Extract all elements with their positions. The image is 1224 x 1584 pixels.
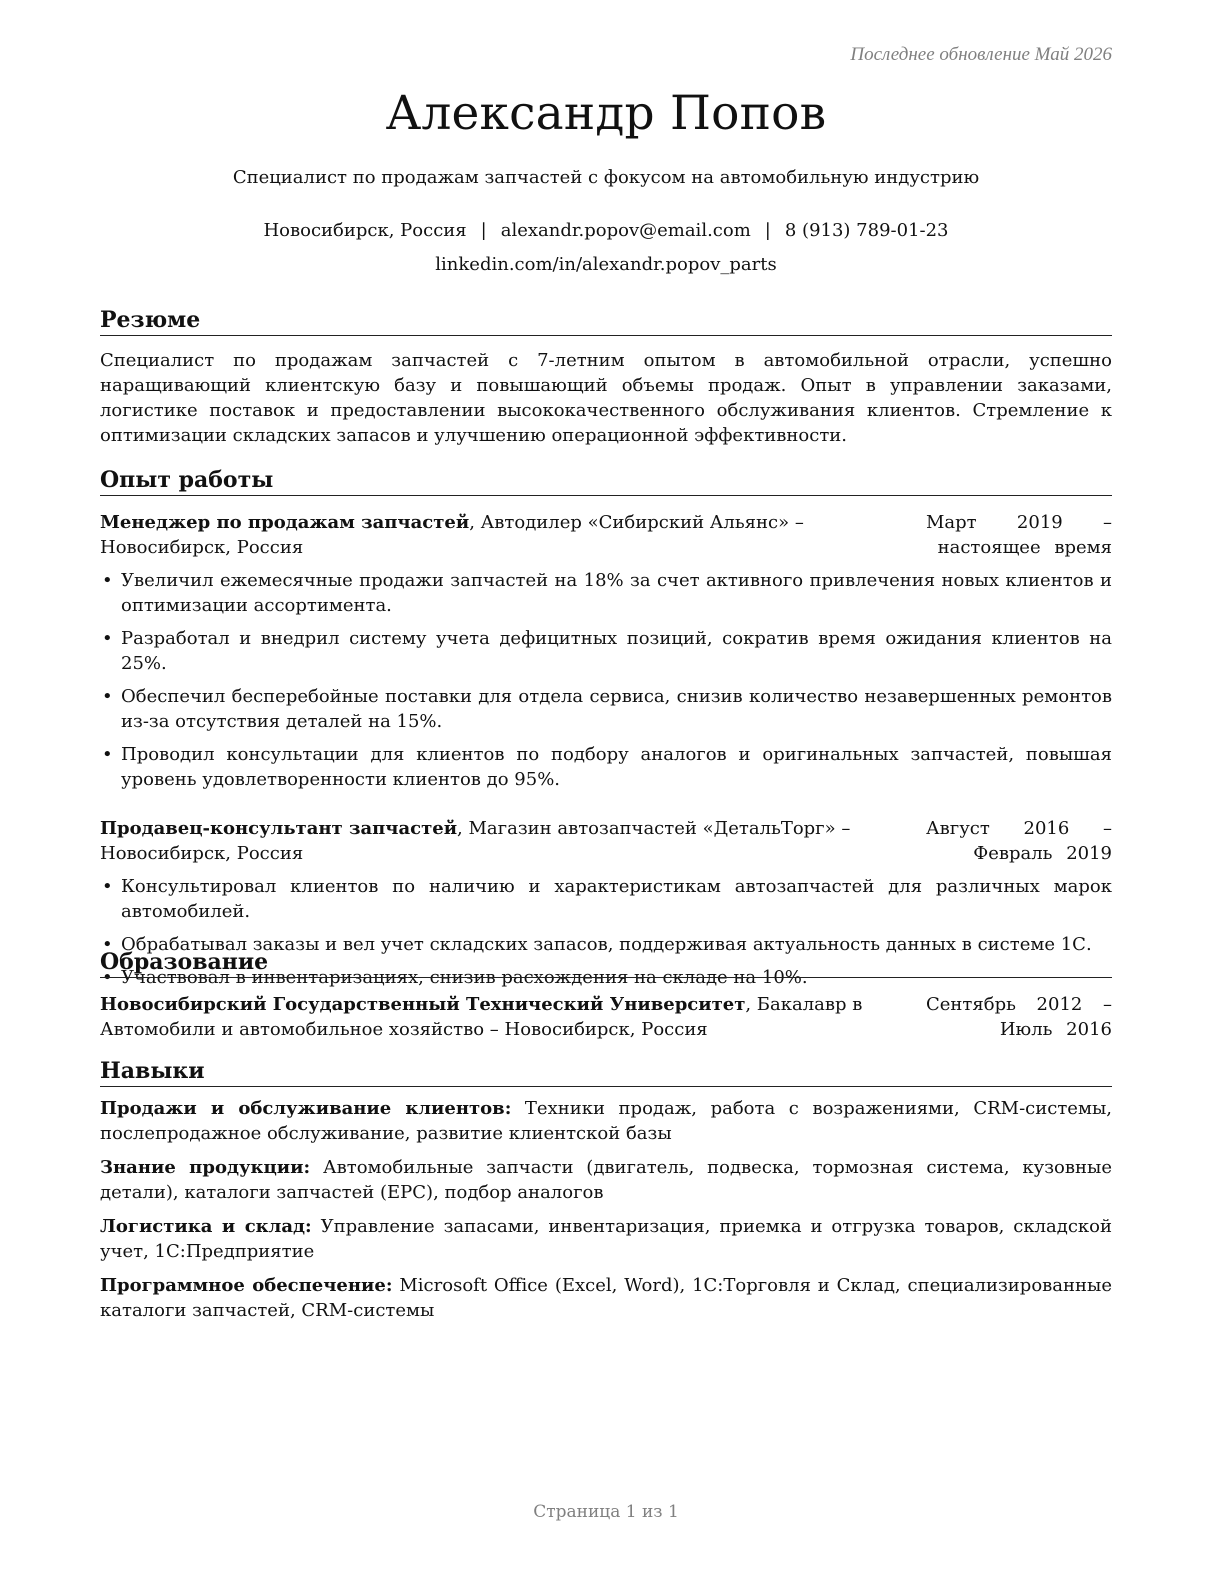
skill-label: Логистика и склад:	[100, 1216, 312, 1237]
section-heading: Навыки	[100, 1057, 1112, 1087]
candidate-name: Александр Попов	[385, 86, 827, 141]
job-heading	[100, 510, 930, 560]
skill-text: Техники продаж, работа с возражениями, CRM-системы, послепродажное обслуживание, развитие клиентской базы	[100, 1098, 1112, 1144]
tagline: Специалист по продажам запчастей с фокусом на автомобильную индустрию	[232, 167, 980, 188]
summary-text: Специалист по продажам запчастей с 7-летним опытом в автомобильной отрасли, успешно наращивающий клиентскую базу и повышающий объемы продаж. Опыт в управлении заказами, логистике поставок и предоставлении высококачественного обслуживания клиентов. Стремление к оптимизации складских запасов и улучшению операционной эффективности.	[100, 350, 1112, 446]
institution-name: Новосибирский Государственный Технический Университет	[100, 994, 746, 1015]
page-number: Страница 1 из 1	[533, 1502, 679, 1522]
degree-details: , Бакалавр в Автомобили и автомобильное хозяйство – Новосибирск, Россия	[100, 994, 863, 1040]
skill-row	[100, 1273, 1112, 1323]
linkedin-link[interactable]: linkedin.com/in/alexandr.popov_parts	[435, 254, 777, 275]
job-title: Менеджер по продажам запчастей	[100, 512, 470, 533]
job-details: , Автодилер «Сибирский Альянс» – Новосибирск, Россия	[100, 512, 804, 558]
list-item: • Проводил консультации для клиентов по подбору аналогов и оригинальных запчастей, повышая уровень удовлетворенности клиентов до 95%.	[100, 742, 1112, 792]
resume-page	[100, 0, 1112, 1584]
skills-list	[100, 1096, 1112, 1323]
job-dates: Август 2016 – Февраль 2019	[926, 818, 1112, 864]
skill-label: Продажи и обслуживание клиентов:	[100, 1098, 512, 1119]
section-heading: Образование	[100, 948, 1112, 978]
job-title: Продавец-консультант запчастей	[100, 818, 458, 839]
section-heading: Опыт работы	[100, 466, 1112, 496]
location: Новосибирск, Россия	[263, 220, 467, 241]
job-heading	[100, 816, 930, 866]
list-item: • Обрабатывал заказы и вел учет складских запасов, поддерживая актуальность данных в системе 1С.	[100, 932, 1112, 957]
job-entry	[100, 510, 1112, 560]
job-details: , Магазин автозапчастей «ДетальТорг» – Новосибирск, Россия	[100, 818, 851, 864]
skill-row	[100, 1155, 1112, 1205]
email-link[interactable]: alexandr.popov@email.com	[500, 220, 751, 241]
skill-row	[100, 1096, 1112, 1146]
experience-section	[100, 466, 1112, 990]
list-item: • Увеличил ежемесячные продажи запчастей на 18% за счет активного привлечения новых клиентов и оптимизации ассортимента.	[100, 568, 1112, 618]
job-bullets	[100, 568, 1112, 792]
education-dates: Сентябрь 2012 – Июль 2016	[926, 994, 1112, 1040]
skill-text: Microsoft Office (Excel, Word), 1С:Торговля и Склад, специализированные каталоги запчастей, CRM-системы	[100, 1275, 1112, 1321]
separator: |	[480, 220, 487, 241]
phone: 8 (913) 789-01-23	[784, 220, 949, 241]
skill-label: Программное обеспечение:	[100, 1275, 393, 1296]
list-item: • Разработал и внедрил систему учета дефицитных позиций, сократив время ожидания клиентов на 25%.	[100, 626, 1112, 676]
skill-text: Автомобильные запчасти (двигатель, подвеска, тормозная система, кузовные детали), каталоги запчастей (EPC), подбор аналогов	[100, 1157, 1113, 1203]
summary-section	[100, 306, 1112, 448]
list-item: • Консультировал клиентов по наличию и характеристикам автозапчастей для различных марок автомобилей.	[100, 874, 1112, 924]
job-dates: Март 2019 – настоящее время	[926, 512, 1112, 558]
separator: |	[764, 220, 771, 241]
skill-label: Знание продукции:	[100, 1157, 311, 1178]
skills-section	[100, 1057, 1112, 1323]
education-heading	[100, 992, 930, 1042]
education-section	[100, 948, 1112, 1042]
last-updated: Последнее обновление Май 2026	[850, 44, 1112, 65]
education-entry	[100, 992, 1112, 1042]
contact-line	[100, 220, 1112, 241]
list-item: • Участвовал в инвентаризациях, снизив расхождения на складе на 10%.	[100, 965, 1112, 990]
skill-row	[100, 1214, 1112, 1264]
job-entry	[100, 816, 1112, 866]
skill-text: Управление запасами, инвентаризация, приемка и отгрузка товаров, складской учет, 1С:Предприятие	[100, 1216, 1112, 1262]
list-item: • Обеспечил бесперебойные поставки для отдела сервиса, снизив количество незавершенных ремонтов из-за отсутствия деталей на 15%.	[100, 684, 1112, 734]
section-heading: Резюме	[100, 306, 1112, 336]
